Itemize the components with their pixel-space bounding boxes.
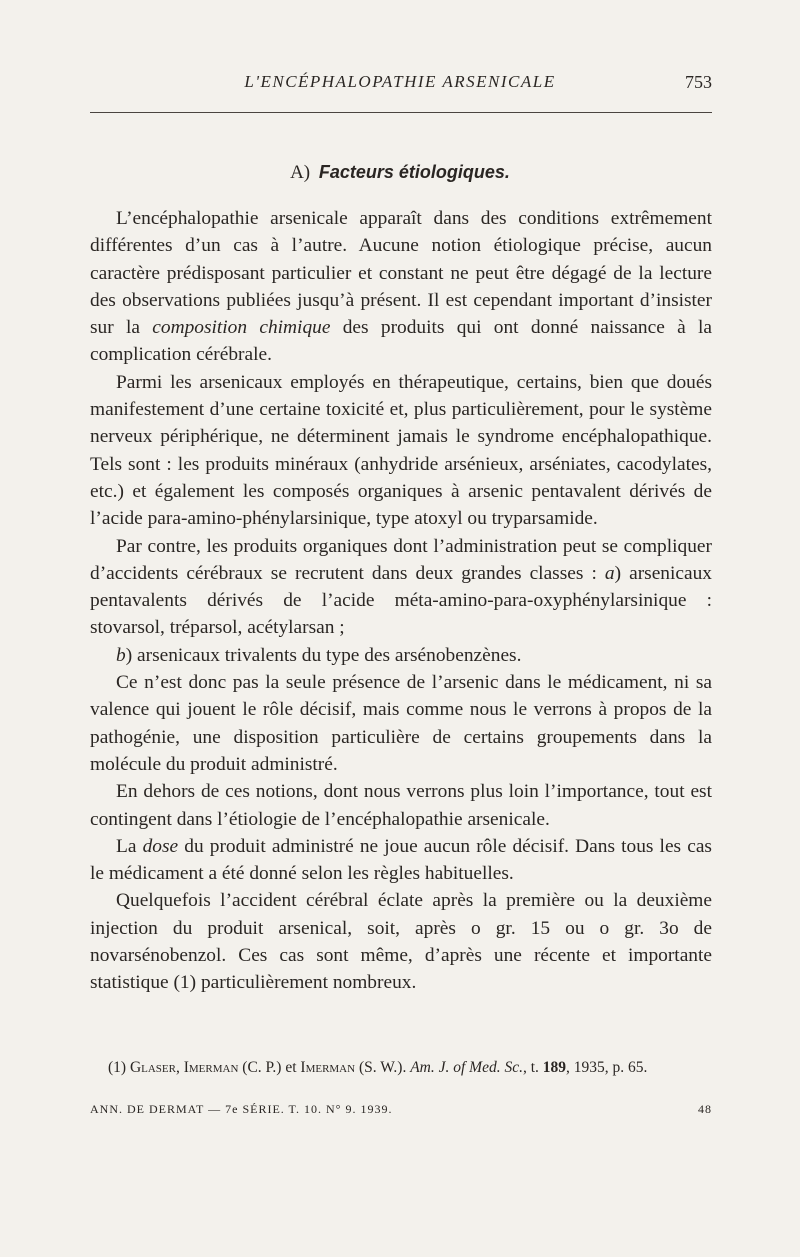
page-footer xyxy=(90,1102,712,1117)
paragraph-text: La xyxy=(116,835,143,857)
paragraph-text: des produits qui ont donné naissance à la complication cérébrale. xyxy=(90,317,713,366)
footnote xyxy=(90,1058,712,1078)
footnote-text: , 1935, p. 65. xyxy=(566,1059,648,1076)
paragraph xyxy=(90,533,712,642)
paragraph: En dehors de ces notions, dont nous verrons plus loin l’importance, tout est contingent dans l’étiologie de l’encéphalopathie arsenicale. xyxy=(90,781,712,830)
running-title: L'ENCÉPHALOPATHIE ARSENICALE xyxy=(244,72,556,91)
paragraph: Quelquefois l’accident cérébral éclate après la première ou la deuxième injection du produit arsenical, soit, après o gr. 15 ou o gr. 3o de novarsénobenzol. Ces cas sont même, d’après une récente et importante statistique (1) particulièrement nombreux. xyxy=(90,890,712,994)
footer-journal: ANN. DE DERMAT — 7e SÉRIE. T. 10. N° 9. 1939. xyxy=(90,1102,393,1116)
emphasis: dose xyxy=(142,835,179,857)
paragraph-text: du produit administré ne joue aucun rôle décisif. Dans tous les cas le médicament a été donné selon les règles habituelles. xyxy=(90,835,712,885)
footnote-text: , t. xyxy=(522,1059,543,1076)
running-head xyxy=(90,72,710,102)
author: Imerman xyxy=(300,1059,356,1076)
paragraph-text: L’encéphalopathie arsenicale apparaît dans des conditions extrêmement différentes d’un cas à l’autre. Aucune notion étiologique précise, aucun caractère prédisposant particulier et constant ne peut être dégagé de la lecture des observations publiées jusqu’à présent. Il est cependant important d’insister sur la xyxy=(90,208,712,339)
body-text xyxy=(90,205,712,997)
section-title: Facteurs étiologiques. xyxy=(318,162,510,182)
paragraph: Ce n’est donc pas la seule présence de l’arsenic dans le médicament, ni sa valence qui jouent le rôle décisif, mais comme nous le verrons à propos de la pathogénie, une disposition particulière de certains groupements dans la molécule du produit administré. xyxy=(90,672,712,775)
list-letter: a xyxy=(604,562,615,584)
paragraph xyxy=(90,205,712,369)
paragraph-text: ) arsenicaux trivalents du type des arsénobenzènes. xyxy=(125,644,522,666)
page-number: 753 xyxy=(685,72,712,92)
author: Glaser xyxy=(129,1059,176,1076)
author: Imerman xyxy=(183,1059,239,1076)
header-rule xyxy=(90,112,712,113)
paragraph xyxy=(90,833,712,888)
paragraph-text: Par contre, les produits organiques dont l’administration peut se compliquer d’accidents cérébraux se recrutent dans deux grandes classes : xyxy=(90,535,712,584)
footnote-text: (C. P.) et xyxy=(238,1059,301,1076)
paragraph xyxy=(90,642,712,669)
footnote-text: (S. W.). xyxy=(355,1059,411,1076)
list-letter: b xyxy=(116,644,126,666)
volume: 189 xyxy=(542,1059,567,1076)
footer-signature: 48 xyxy=(698,1102,712,1116)
paragraph: Parmi les arsenicaux employés en thérapeutique, certains, bien que doués manifestement d’une certaine toxicité et, plus particulièrement, pour le système nerveux périphérique, ne déterminent jamais le syndrome encéphalopathique. Tels sont : les produits minéraux (anhydride arsénieux, arséniates, cacodylates, etc.) et également les composés organiques à arsenic pentavalent dérivés de l’acide para-amino-phénylarsinique, type atoxyl ou tryparsamide. xyxy=(90,371,712,530)
paragraph-text: ) arsenicaux pentavalents dérivés de l’acide méta-amino-para-oxyphénylarsinique : stovarsol, tréparsol, acétylarsan ; xyxy=(90,562,712,639)
footnote-marker: (1) xyxy=(108,1059,130,1076)
section-heading xyxy=(0,162,800,184)
footnote-text: , xyxy=(175,1059,184,1076)
emphasis: composition chimique xyxy=(152,317,331,339)
section-letter: A) xyxy=(290,162,311,183)
journal-name: Am. J. of Med. Sc. xyxy=(410,1059,523,1076)
